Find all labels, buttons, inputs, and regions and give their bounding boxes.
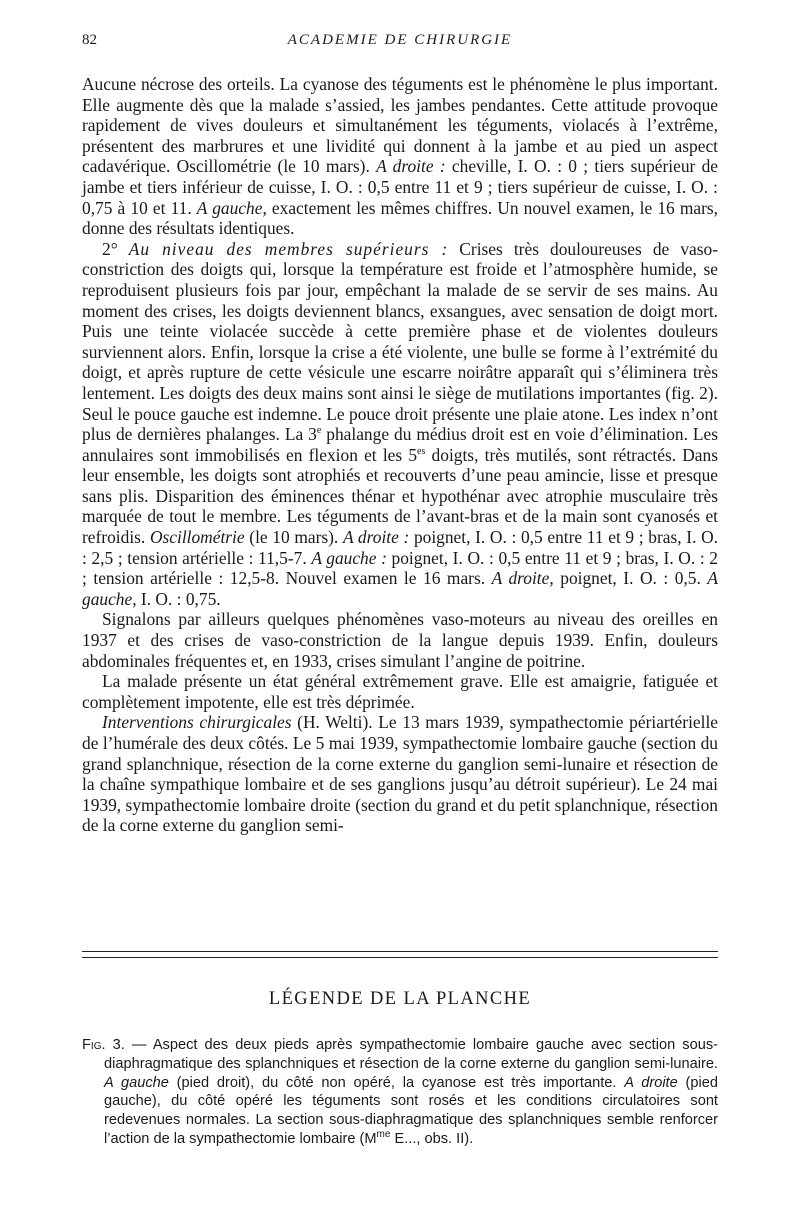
- text-run: (pied droit), du côté non opéré, la cyanose est très importante.: [168, 1074, 625, 1091]
- italic-run: A droite: [624, 1074, 678, 1091]
- text-run: Aucune nécrose des orteils. La cyanose des téguments est le phénomène le plus important. Elle augmente dès que la malade s’assied, les jambes pendantes. Cette attitude provoque rapidement de vives douleurs et simultanément les téguments, violacés à l’extrême, présentent des marbrures et une lividité qui donnent à la jambe et au pied un aspect cadavérique. Oscillométrie (le 10 mars).: [82, 74, 718, 177]
- italic-run: A droite :: [342, 527, 410, 548]
- text-run: Crises très douloureuses de vaso-constriction des doigts qui, lorsque la température est froide et l’atmosphère humide, se reproduisent plusieurs fois par jour, empêchant la malade de se servir de ses mains. Au moment des crises, les doigts deviennent blancs, exsangues, avec sensation de doigt mort. Puis une teinte violacée succède à cette première phase et de violentes douleurs surviennent alors. Enfin, lorsque la crise a été violente, une bulle se forme à l’extrémité du doigt, et après rupture de cette vésicule une escarre noirâtre apparaît qui s’éliminera très lentement. Les doigts des deux mains sont ainsi le siège de mutilations importantes (fig. 2). Seul le pouce gauche est indemne. Le pouce droit présente une plaie atone. Les index n’ont plus de dernières phalanges. La 3: [82, 238, 718, 445]
- text-run: doigts, très mutilés, sont rétractés. Dans leur ensemble, les doigts sont atrophiés et recouverts d’une peau amincie, lisse et presque sans plis. Disparition des éminences thénar et hypothénar avec atrophie musculaire très marquée de tout le membre. Les téguments de l’avant-bras et de la main sont cyanosés et refroidis.: [82, 444, 718, 548]
- paragraph-3: Signalons par ailleurs quelques phénomènes vaso-moteurs au niveau des oreilles en 1937 et des crises de vaso-constriction de la langue depuis 1939. Enfin, douleurs abdominales fréquentes et, en 1933, crises simulant l’angine de poitrine.: [82, 609, 718, 671]
- text-run: poignet, I. O. : 0,5 entre 11 et 9 ; bras, I. O. : 2,5 ; tension artérielle : 11,5-7.: [82, 527, 718, 568]
- text-run: — Aspect des deux pieds après sympathectomie lombaire gauche avec section sous-diaphragmatique des splanchniques et résection de la corne externe du ganglion semi-lunaire.: [104, 1037, 718, 1072]
- superscript: e: [316, 425, 322, 437]
- text-run: exactement les mêmes chiffres. Un nouvel examen, le 16 mars, donne des résultats identiques.: [82, 197, 718, 239]
- italic-run: Interventions chirurgicales: [102, 712, 292, 733]
- italic-run: A droite,: [491, 568, 554, 589]
- paragraph-1: [82, 74, 718, 239]
- text-run: poignet, I. O. : 0,5 entre 11 et 9 ; bras, I. O. : 2 ; tension artérielle : 12,5-8. Nouvel examen le 16 mars.: [82, 547, 718, 589]
- text-run: I. O. : 0,75.: [136, 588, 221, 609]
- text-run: cheville, I. O. : 0 ; tiers supérieur de jambe et tiers inférieur de cuisse, I. O. : 0,5 entre 11 et 9 ; tiers supérieur de cuisse, I. O. : 0,75 à 10 et 11.: [82, 156, 718, 218]
- text-run: (le 10 mars).: [244, 527, 343, 548]
- italic-run: A gauche: [104, 1074, 169, 1091]
- superscript: es: [417, 445, 426, 457]
- text-run: (pied gauche), du côté opéré les téguments sont rosés et les conditions circulatoires sont redevenues normales. La section sous-diaphragmatique des splanchniques semble renforcer l’action de la sympathectomie lombaire (M: [104, 1074, 718, 1147]
- italic-run: Oscillométrie: [149, 527, 245, 548]
- body-text: [82, 74, 718, 836]
- text-run: (H. Welti). Le 13 mars 1939, sympathectomie périartérielle de l’humérale des deux côtés. Le 5 mai 1939, sympathectomie lombaire gauche (section du grand splanchnique, résection de la corne externe du ganglion semi-lunaire et résection de la chaîne sympathique lombaire et de ses ganglions jusqu’au détroit supérieur). Le 24 mai 1939, sympathectomie lombaire droite (section du grand et du petit splanchnique, résection de la corne externe du ganglion semi-: [82, 712, 719, 836]
- legend-title: LÉGENDE DE LA PLANCHE: [268, 989, 532, 1009]
- divider-rule: [82, 957, 718, 958]
- italic-run: A gauche :: [311, 547, 387, 568]
- italic-run: A gauche,: [82, 568, 719, 609]
- superscript: me: [376, 1129, 391, 1141]
- italic-run: A gauche,: [196, 197, 267, 218]
- figure-label: Fig. 3.: [82, 1037, 125, 1053]
- paragraph-2: [82, 239, 718, 610]
- text-run: phalange du médius droit est en voie d’élimination. Les annulaires sont immobilisés en flexion et les 5: [82, 424, 719, 465]
- paragraph-4: La malade présente un état général extrêmement grave. Elle est amaigrie, fatiguée et complètement impotente, elle est très déprimée.: [82, 671, 718, 712]
- divider-rule: [82, 951, 718, 952]
- page-number: 82: [82, 32, 97, 48]
- figure-caption: [82, 1036, 718, 1149]
- page-header: [82, 32, 718, 54]
- text-run: E..., obs. II).: [390, 1130, 474, 1147]
- italic-run: A droite :: [376, 156, 446, 177]
- text-run: poignet, I. O. : 0,5.: [553, 568, 708, 589]
- italic-run: Au niveau des membres supérieurs :: [128, 238, 449, 259]
- running-title: ACADEMIE DE CHIRURGIE: [287, 32, 513, 48]
- paragraph-5: [82, 712, 718, 836]
- text-run: 2°: [102, 238, 129, 259]
